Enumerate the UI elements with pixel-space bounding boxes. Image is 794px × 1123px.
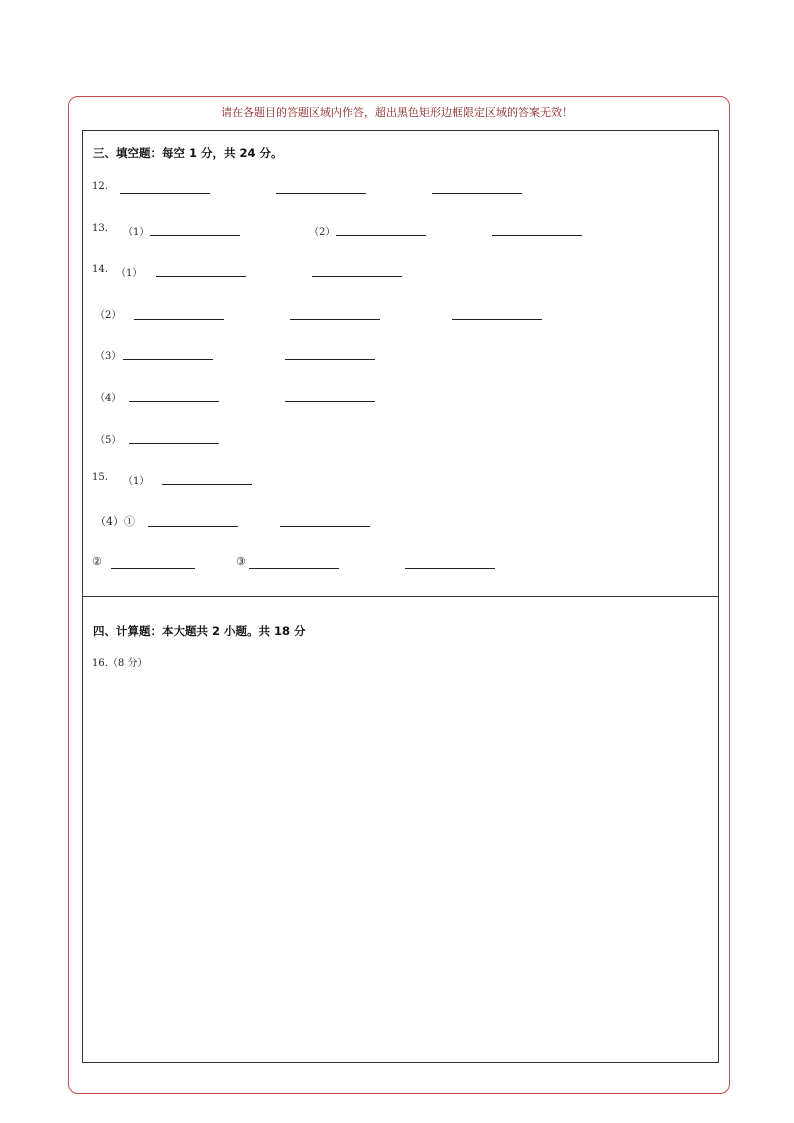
section-3-heading: 三、填空题：每空 1 分，共 24 分。 (93, 146, 283, 160)
q14-part4-blank-1[interactable] (129, 401, 219, 402)
section-3-box (82, 130, 719, 597)
q15-part1-label: （1） (123, 476, 150, 487)
q15-part1-blank[interactable] (162, 484, 252, 485)
q12-blank-1[interactable] (120, 193, 210, 194)
q14-part2-blank-2[interactable] (290, 319, 380, 320)
answer-area-notice: 请在各题目的答题区域内作答，超出黑色矩形边框限定区域的答案无效！ (221, 106, 573, 119)
section-4-box (82, 596, 719, 1063)
q15-part4-blank-1[interactable] (148, 526, 238, 527)
q13-part2-blank-2[interactable] (492, 235, 582, 236)
q14-part5-blank[interactable] (129, 443, 219, 444)
q15-circle3-blank-2[interactable] (405, 568, 495, 569)
section-4-heading: 四、计算题：本大题共 2 小题。共 18 分 (93, 624, 306, 638)
q13-label: 13. (92, 223, 108, 234)
q15-circle3-label: ③ (236, 555, 246, 568)
q15-part4-blank-2[interactable] (280, 526, 370, 527)
q14-part3-blank-1[interactable] (123, 359, 213, 360)
q14-part2-blank-3[interactable] (452, 319, 542, 320)
q12-label: 12. (92, 181, 108, 192)
q14-part5-label: （5） (95, 435, 122, 446)
q14-part1-blank-2[interactable] (312, 276, 402, 277)
q14-part4-label: （4） (95, 393, 122, 404)
q13-part1-label: （1） (123, 227, 150, 238)
q15-part4-label: （4）① (95, 515, 135, 528)
q12-blank-2[interactable] (276, 193, 366, 194)
q14-part1-label: （1） (116, 268, 143, 279)
q15-label: 15. (92, 472, 108, 483)
q14-part2-blank-1[interactable] (134, 319, 224, 320)
q12-blank-3[interactable] (432, 193, 522, 194)
q15-circle2-label: ② (92, 555, 102, 568)
q14-part4-blank-2[interactable] (285, 401, 375, 402)
q14-label: 14. (92, 264, 108, 275)
q16-answer-area[interactable] (91, 672, 709, 1052)
q15-circle3-blank-1[interactable] (249, 568, 339, 569)
q14-part1-blank-1[interactable] (156, 276, 246, 277)
q14-part2-label: （2） (95, 310, 122, 321)
q13-part1-blank[interactable] (150, 235, 240, 236)
q15-circle2-blank[interactable] (111, 568, 195, 569)
q14-part3-blank-2[interactable] (285, 359, 375, 360)
q13-part2-label: （2） (309, 227, 336, 238)
q16-label: 16.（8 分） (92, 658, 148, 669)
q13-part2-blank-1[interactable] (336, 235, 426, 236)
q14-part3-label: （3） (95, 351, 122, 362)
